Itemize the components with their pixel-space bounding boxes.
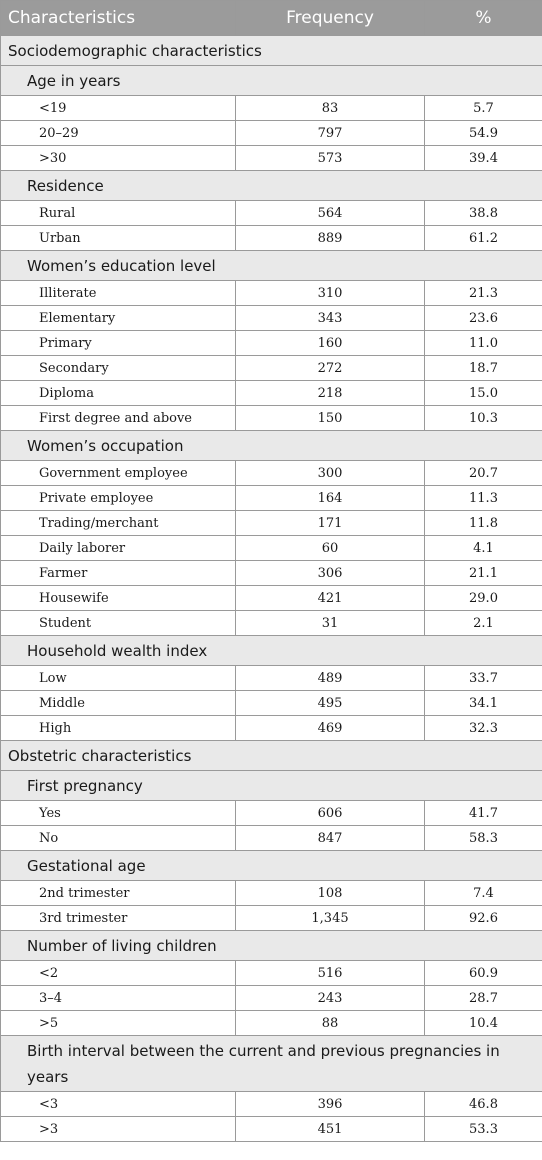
group-header-row [1,931,542,961]
row-label: <2 [1,961,236,986]
row-label: First degree and above [1,406,236,431]
percent-cell: 10.4 [425,1011,542,1036]
frequency-cell: 272 [236,356,425,381]
section-header-row [1,741,542,771]
percent-cell: 21.1 [425,561,542,586]
row-label: >30 [1,146,236,171]
frequency-cell: 150 [236,406,425,431]
table-row [1,716,542,741]
row-label: High [1,716,236,741]
percent-cell: 41.7 [425,801,542,826]
row-label: Secondary [1,356,236,381]
table-row [1,666,542,691]
frequency-cell: 396 [236,1092,425,1117]
table-row [1,306,542,331]
group-label: Household wealth index [1,636,542,666]
row-label: Urban [1,226,236,251]
percent-cell: 92.6 [425,906,542,931]
percent-cell: 15.0 [425,381,542,406]
group-header-row [1,771,542,801]
frequency-cell: 171 [236,511,425,536]
row-label: Trading/merchant [1,511,236,536]
row-label: 2nd trimester [1,881,236,906]
frequency-cell: 797 [236,121,425,146]
row-label: <3 [1,1092,236,1117]
table-row [1,1011,542,1036]
row-label: No [1,826,236,851]
row-label: Primary [1,331,236,356]
group-header-row [1,636,542,666]
table-row [1,146,542,171]
frequency-cell: 218 [236,381,425,406]
percent-cell: 7.4 [425,881,542,906]
section-header-row [1,36,542,66]
table-row [1,881,542,906]
row-label: Middle [1,691,236,716]
row-label: 20–29 [1,121,236,146]
percent-cell: 46.8 [425,1092,542,1117]
row-label: >5 [1,1011,236,1036]
percent-cell: 32.3 [425,716,542,741]
frequency-cell: 421 [236,586,425,611]
percent-cell: 5.7 [425,96,542,121]
row-label: Student [1,611,236,636]
group-label: First pregnancy [1,771,542,801]
percent-cell: 39.4 [425,146,542,171]
frequency-cell: 451 [236,1117,425,1142]
header-percent: % [425,1,542,36]
row-label: Government employee [1,461,236,486]
table-row [1,826,542,851]
percent-cell: 38.8 [425,201,542,226]
group-label: Age in years [1,66,542,96]
frequency-cell: 847 [236,826,425,851]
row-label: Diploma [1,381,236,406]
section-label: Sociodemographic characteristics [1,36,542,66]
row-label: Yes [1,801,236,826]
row-label: Private employee [1,486,236,511]
table-row [1,691,542,716]
row-label: 3rd trimester [1,906,236,931]
table-row [1,986,542,1011]
percent-cell: 60.9 [425,961,542,986]
row-label: Rural [1,201,236,226]
table-row [1,96,542,121]
table-row [1,511,542,536]
frequency-cell: 60 [236,536,425,561]
frequency-cell: 300 [236,461,425,486]
group-header-row [1,66,542,96]
percent-cell: 2.1 [425,611,542,636]
header-row [1,1,542,36]
frequency-cell: 164 [236,486,425,511]
percent-cell: 53.3 [425,1117,542,1142]
row-label: >3 [1,1117,236,1142]
percent-cell: 20.7 [425,461,542,486]
percent-cell: 28.7 [425,986,542,1011]
percent-cell: 10.3 [425,406,542,431]
frequency-cell: 495 [236,691,425,716]
frequency-cell: 83 [236,96,425,121]
table-row [1,906,542,931]
section-label: Obstetric characteristics [1,741,542,771]
group-label: Birth interval between the current and previous pregnancies in years [1,1036,542,1092]
group-label: Gestational age [1,851,542,881]
row-label: Housewife [1,586,236,611]
percent-cell: 23.6 [425,306,542,331]
table-row [1,281,542,306]
row-label: Elementary [1,306,236,331]
frequency-cell: 516 [236,961,425,986]
frequency-cell: 573 [236,146,425,171]
group-header-row [1,251,542,281]
percent-cell: 4.1 [425,536,542,561]
row-label: Farmer [1,561,236,586]
group-label: Women’s occupation [1,431,542,461]
percent-cell: 21.3 [425,281,542,306]
table-row [1,536,542,561]
table-row [1,586,542,611]
table-row [1,121,542,146]
table-row [1,356,542,381]
group-label: Residence [1,171,542,201]
frequency-cell: 243 [236,986,425,1011]
row-label: Daily laborer [1,536,236,561]
frequency-cell: 1,345 [236,906,425,931]
percent-cell: 29.0 [425,586,542,611]
frequency-cell: 889 [236,226,425,251]
table-row [1,1117,542,1142]
group-label: Number of living children [1,931,542,961]
table-row [1,331,542,356]
table-row [1,486,542,511]
frequency-cell: 469 [236,716,425,741]
group-header-row [1,851,542,881]
table-row [1,1092,542,1117]
table-row [1,201,542,226]
percent-cell: 61.2 [425,226,542,251]
table-row [1,406,542,431]
frequency-cell: 489 [236,666,425,691]
percent-cell: 11.8 [425,511,542,536]
row-label: Low [1,666,236,691]
frequency-cell: 564 [236,201,425,226]
table-row [1,561,542,586]
row-label: Illiterate [1,281,236,306]
percent-cell: 34.1 [425,691,542,716]
table-row [1,461,542,486]
frequency-cell: 108 [236,881,425,906]
frequency-cell: 310 [236,281,425,306]
frequency-cell: 306 [236,561,425,586]
percent-cell: 11.3 [425,486,542,511]
row-label: 3–4 [1,986,236,1011]
table-row [1,961,542,986]
frequency-cell: 606 [236,801,425,826]
frequency-cell: 343 [236,306,425,331]
frequency-cell: 88 [236,1011,425,1036]
percent-cell: 54.9 [425,121,542,146]
group-header-row [1,1036,542,1092]
table-row [1,226,542,251]
table-row [1,611,542,636]
table-body [1,36,542,1142]
percent-cell: 11.0 [425,331,542,356]
header-characteristics: Characteristics [1,1,236,36]
group-header-row [1,171,542,201]
percent-cell: 33.7 [425,666,542,691]
table-row [1,381,542,406]
group-header-row [1,431,542,461]
percent-cell: 58.3 [425,826,542,851]
group-label: Women’s education level [1,251,542,281]
frequency-cell: 160 [236,331,425,356]
header-frequency: Frequency [236,1,425,36]
percent-cell: 18.7 [425,356,542,381]
frequency-cell: 31 [236,611,425,636]
table-row [1,801,542,826]
row-label: <19 [1,96,236,121]
